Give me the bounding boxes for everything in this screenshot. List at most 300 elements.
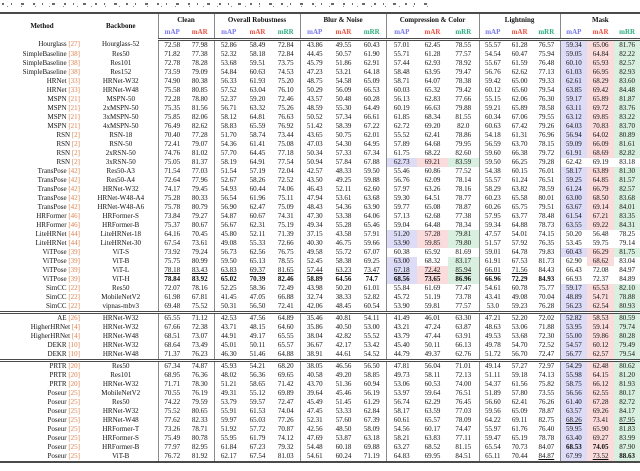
mask-mrr-cell: 83.18 xyxy=(619,158,635,166)
light-map-cell: 55.67 xyxy=(479,59,506,68)
table-row xyxy=(0,248,640,257)
method-name: SimpleBaseline xyxy=(22,50,69,58)
blur-mrr-cell: 64.95 xyxy=(363,140,380,148)
comp-mar-cell: 64.07 xyxy=(424,77,441,85)
light-map-cell: 58.29 xyxy=(479,185,506,194)
col-header-backbone: Backbone xyxy=(105,22,136,31)
table-row xyxy=(0,452,640,462)
overall-mar-cell: 58.18 xyxy=(249,50,266,58)
blur-mrr-cell: 59.50 xyxy=(363,167,380,175)
comp-map-cell: 54.56 xyxy=(386,425,417,434)
backbone-cell: 3xMSPN-50 xyxy=(103,113,139,121)
overall-mar-cell: 64.45 xyxy=(249,149,266,157)
clean-mar-cell: 76.19 xyxy=(191,389,208,397)
table-row xyxy=(0,77,640,86)
blur-map-cell: 44.45 xyxy=(300,50,329,59)
blur-mar-cell: 48.45 xyxy=(335,302,352,310)
comp-map-cell: 59.04 xyxy=(386,221,417,230)
comp-mrr-cell: 83.59 xyxy=(448,158,479,167)
mask-mrr-cell: 82.10 xyxy=(614,284,640,293)
mask-mar-cell: 66.79 xyxy=(587,185,614,194)
mask-mar-cell: 69.42 xyxy=(587,86,614,95)
comp-mrr-cell: 79.47 xyxy=(455,68,472,76)
comp-map-cell: 56.74 xyxy=(386,398,417,407)
metric-header-comp-mrr: mRR xyxy=(448,27,479,40)
citation-ref: [10] xyxy=(68,350,80,358)
overall-map-cell: 52.86 xyxy=(214,40,243,51)
comp-mrr-cell: 71.01 xyxy=(448,361,479,372)
light-mrr-cell: 78.87 xyxy=(538,407,555,415)
clean-mar-cell: 67.81 xyxy=(191,293,208,301)
comp-map-cell: 57.89 xyxy=(386,140,417,149)
blur-map-cell: 47.23 xyxy=(300,68,329,77)
overall-mar-cell: 51.46 xyxy=(249,350,266,358)
table-row xyxy=(0,50,640,59)
mask-mrr-cell: 82.57 xyxy=(614,185,640,194)
method-cell xyxy=(0,452,84,462)
backbone-cell: HRNet-W32 xyxy=(102,77,139,85)
mask-mrr-cell: 82.82 xyxy=(614,149,640,158)
light-mrr-cell: 75.94 xyxy=(538,50,555,58)
light-mar-cell: 65.75 xyxy=(511,203,528,211)
comp-mar-cell: 60.86 xyxy=(424,167,441,175)
overall-mar-cell: 63.32 xyxy=(249,104,266,112)
method-cell xyxy=(0,416,84,425)
blur-map-cell: 45.49 xyxy=(300,398,329,407)
overall-map-cell: 43.71 xyxy=(214,323,243,332)
metric-header-light-map: mAP xyxy=(479,27,506,40)
mask-mrr-cell: 87.90 xyxy=(614,443,640,452)
comp-map-cell: 55.52 xyxy=(386,131,417,140)
comp-mar-cell: 47.44 xyxy=(424,332,441,340)
comp-mrr-cell: 83.17 xyxy=(448,257,479,266)
comp-mrr-cell: 73.78 xyxy=(455,293,472,301)
light-map-cell: 51.72 xyxy=(479,350,506,361)
blur-mar-cell: 55.30 xyxy=(335,104,352,112)
blur-mar-cell: 50.48 xyxy=(335,95,352,103)
mask-mrr-cell: 81.87 xyxy=(614,95,640,104)
clean-map-cell: 75.37 xyxy=(158,221,186,230)
light-mrr-cell: 78.59 xyxy=(538,185,555,193)
clean-map-cell: 75.35 xyxy=(158,104,186,113)
comp-map-cell: 53.90 xyxy=(386,239,417,248)
overall-mrr-cell: 81.03 xyxy=(277,452,294,460)
blur-map-cell: 35.46 xyxy=(300,313,329,324)
clean-mar-cell: 79.07 xyxy=(191,140,208,148)
comp-mrr-cell: 63.91 xyxy=(455,332,472,340)
blur-mrr-cell: 66.61 xyxy=(363,113,380,121)
clean-mar-cell: 82.62 xyxy=(191,122,208,130)
citation-ref: [27] xyxy=(68,40,80,49)
mask-mrr-cell: 82.57 xyxy=(614,59,640,68)
comp-mar-cell: 62.68 xyxy=(424,212,441,220)
method-cell xyxy=(0,443,84,452)
light-mar-cell: 63.77 xyxy=(511,212,528,220)
overall-mar-cell: 61.79 xyxy=(249,434,266,442)
backbone-cell: RSN-50 xyxy=(109,140,133,148)
light-mrr-cell: 72.47 xyxy=(538,350,555,358)
clean-map-cell: 78.18 xyxy=(158,266,186,275)
comp-map-cell: 51.20 xyxy=(386,230,417,239)
mask-mrr-cell: 81.61 xyxy=(614,140,640,149)
mask-mar-cell: 62.48 xyxy=(587,361,614,372)
blur-mrr-cell: 54.52 xyxy=(363,350,380,358)
method-name: ViTPose xyxy=(42,275,69,283)
overall-mar-cell: 65.59 xyxy=(249,122,266,130)
mask-mrr-cell: 84.31 xyxy=(614,221,640,230)
citation-ref: [10] xyxy=(68,341,80,349)
clean-mar-cell: 80.79 xyxy=(191,203,208,211)
blur-map-cell: 43.70 xyxy=(300,380,329,389)
overall-map-cell: 41.45 xyxy=(214,293,243,302)
clean-mar-cell: 76.23 xyxy=(191,350,208,358)
comp-map-cell: 44.79 xyxy=(386,350,417,361)
light-mar-cell: 67.06 xyxy=(511,113,528,121)
light-mrr-cell: 78.73 xyxy=(538,221,555,229)
table-row xyxy=(0,389,640,398)
blur-map-cell: 38.91 xyxy=(300,350,329,361)
mask-mar-cell: 72.37 xyxy=(592,275,609,283)
mask-map-cell: 53.95 xyxy=(560,323,587,332)
citation-ref: [22] xyxy=(68,293,80,301)
comp-mrr-cell: 78.34 xyxy=(455,221,472,229)
mask-mar-cell: 59.75 xyxy=(592,239,609,247)
clean-mar-cell: 80.99 xyxy=(191,257,208,265)
comp-mrr-cell: 77.47 xyxy=(455,284,472,292)
blur-mrr-cell: 55.52 xyxy=(363,332,380,340)
overall-mrr-cell: 69.65 xyxy=(277,371,294,379)
light-map-cell: 64.22 xyxy=(479,416,506,425)
blur-mrr-cell: 59.66 xyxy=(363,239,380,247)
comp-map-cell: 53.90 xyxy=(386,302,417,313)
overall-map-cell: 54.93 xyxy=(214,185,243,194)
comp-map-cell: 62.73 xyxy=(386,158,417,167)
overall-mrr-cell: 72.46 xyxy=(277,95,294,103)
light-mrr-cell: 75.82 xyxy=(538,380,555,388)
overall-mar-cell: 60.44 xyxy=(249,185,266,193)
overall-mrr-cell: 75.26 xyxy=(277,104,294,112)
comp-mar-cell: 50.11 xyxy=(424,341,441,349)
light-mar-cell: 65.19 xyxy=(511,434,528,442)
method-cell xyxy=(0,212,84,221)
blur-map-cell: 42.56 xyxy=(300,425,329,434)
overall-mrr-cell: 72.49 xyxy=(277,284,294,292)
comp-map-cell: 63.27 xyxy=(386,443,417,452)
mask-mrr-cell: 83.99 xyxy=(614,434,640,443)
overall-mrr-cell: 72.47 xyxy=(277,398,294,406)
overall-mrr-cell: 72.04 xyxy=(277,167,294,175)
mask-mrr-cell: 79.54 xyxy=(614,350,640,361)
comp-mrr-cell: 78.09 xyxy=(455,416,472,424)
blur-mrr-cell: 53.42 xyxy=(363,341,380,349)
blur-mrr-cell: 60.28 xyxy=(363,95,380,103)
mask-mrr-cell: 81.93 xyxy=(614,380,640,389)
overall-map-cell: 65.02 xyxy=(214,275,243,284)
overall-mrr-cell: 72.84 xyxy=(277,41,294,49)
blur-mar-cell: 38.33 xyxy=(335,293,352,301)
metric-header-overall-mar: mAR xyxy=(243,27,272,40)
table-row xyxy=(0,86,640,95)
mask-mrr-cell: 81.57 xyxy=(614,176,640,185)
mask-mar-cell: 69.22 xyxy=(587,221,614,230)
mask-map-cell: 59.25 xyxy=(560,176,587,185)
overall-mrr-cell: 76.10 xyxy=(277,86,294,94)
blur-mar-cell: 46.75 xyxy=(335,239,352,247)
comp-mrr-cell: 77.57 xyxy=(455,50,472,58)
clean-mar-cell: 80.85 xyxy=(191,86,208,94)
comp-mrr-cell: 84.51 xyxy=(455,452,472,460)
blur-mrr-cell: 63.90 xyxy=(363,203,380,211)
overall-mar-cell: 52.11 xyxy=(249,230,266,238)
overall-mrr-cell: 79.32 xyxy=(277,443,294,451)
mask-map-cell: 59.95 xyxy=(560,425,587,434)
method-cell xyxy=(0,361,84,372)
group-header-clean: Clean xyxy=(158,13,214,27)
comp-mar-cell: 46.01 xyxy=(417,313,448,324)
comp-mrr-cell: 66.13 xyxy=(455,341,472,349)
light-map-cell: 56.60 xyxy=(479,398,506,407)
mask-mar-cell: 54.71 xyxy=(587,293,614,302)
citation-ref: [22] xyxy=(68,302,80,310)
blur-mar-cell: 48.33 xyxy=(335,167,352,175)
comp-mar-cell: 62.45 xyxy=(424,41,441,49)
comp-mrr-cell: 79.88 xyxy=(455,104,472,112)
mask-mar-cell: 66.09 xyxy=(587,140,614,149)
method-name: ViTPose xyxy=(42,266,69,274)
overall-mar-cell: 69.37 xyxy=(249,266,266,274)
overall-mar-cell: 58.36 xyxy=(249,284,266,292)
light-mar-cell: 65.89 xyxy=(511,104,528,112)
comp-map-cell: 58.48 xyxy=(386,68,417,77)
mask-mrr-cell: 81.30 xyxy=(614,167,640,176)
method-name: HRNet xyxy=(46,77,69,85)
overall-map-cell: 56.33 xyxy=(214,77,243,86)
blur-mrr-cell: 61.29 xyxy=(363,398,380,406)
comp-mar-cell: 65.57 xyxy=(424,416,441,424)
citation-ref: [39] xyxy=(68,275,80,283)
mask-mrr-cell: 83.68 xyxy=(614,194,640,203)
table-row xyxy=(0,407,640,416)
citation-ref: [39] xyxy=(68,266,80,274)
comp-map-cell: 61.85 xyxy=(386,113,417,122)
blur-mar-cell: 55.72 xyxy=(335,248,352,256)
overall-mar-cell: 59.51 xyxy=(249,59,266,67)
backbone-cell: ViT-H xyxy=(111,275,130,283)
comp-mar-cell: 69.95 xyxy=(424,452,441,460)
backbone-cell: Res50-A4 xyxy=(106,176,135,184)
overall-mar-cell: 63.04 xyxy=(249,86,266,94)
blur-mrr-cell: 74.7 xyxy=(365,275,378,283)
overall-map-cell: 52.37 xyxy=(214,95,243,104)
mask-map-cell: 58.17 xyxy=(560,167,587,176)
mask-mar-cell: 69.19 xyxy=(592,158,609,166)
overall-map-cell: 55.95 xyxy=(214,434,243,443)
method-name: HRFormer xyxy=(36,221,69,229)
table-row xyxy=(0,425,640,434)
citation-ref: [20] xyxy=(68,380,80,388)
light-mar-cell: 71.56 xyxy=(511,266,528,274)
backbone-cell: HRFormer-B xyxy=(102,443,140,451)
blur-mrr-cell: 58.85 xyxy=(363,371,380,379)
mask-mrr-cell: 80.93 xyxy=(614,302,640,313)
light-map-cell: 51.57 xyxy=(479,239,506,248)
comp-mrr-cell: 82.0 xyxy=(457,122,470,130)
light-mrr-cell: 84.07 xyxy=(538,443,555,451)
method-name: HigherHRNet xyxy=(30,323,72,331)
table-row xyxy=(0,221,640,230)
mask-map-cell: 56.23 xyxy=(560,302,587,313)
light-mrr-cell: 79.26 xyxy=(538,122,555,130)
backbone-cell: Res152 xyxy=(110,68,132,76)
light-mrr-cell: 76.57 xyxy=(538,41,555,49)
comp-mrr-cell: 74.47 xyxy=(455,425,472,433)
method-cell xyxy=(0,284,84,293)
mask-mrr-cell: 84.97 xyxy=(619,266,635,274)
comp-mar-cell: 51.19 xyxy=(424,293,441,301)
clean-map-cell: 67.66 xyxy=(158,323,186,332)
comp-mrr-cell: 78.14 xyxy=(455,176,472,184)
blur-map-cell: 32.74 xyxy=(300,293,329,302)
comp-map-cell: 45.40 xyxy=(386,341,417,350)
mask-map-cell: 53.45 xyxy=(560,239,587,248)
blur-mar-cell: 53.38 xyxy=(335,212,352,220)
overall-mar-cell: 65.13 xyxy=(249,257,266,265)
method-name: SimCC xyxy=(45,302,69,310)
group-header-blur: Blur & Noise xyxy=(300,13,386,27)
method-cell xyxy=(0,302,84,313)
method-name: PRTR xyxy=(49,362,69,370)
backbone-cell: HRNet-W32 xyxy=(102,323,139,331)
citation-ref: [20] xyxy=(68,371,80,379)
overall-mar-cell: 61.53 xyxy=(249,407,266,415)
clean-mar-cell: 83.43 xyxy=(191,266,208,274)
mask-mrr-cell: 80.62 xyxy=(614,361,640,372)
mask-map-cell: 59.17 xyxy=(560,95,587,104)
comp-map-cell: 56.76 xyxy=(386,176,417,185)
light-map-cell: 60.12 xyxy=(479,86,506,95)
overall-mrr-cell: 77.26 xyxy=(277,416,294,424)
overall-map-cell: 56.67 xyxy=(214,221,243,230)
comp-mrr-cell: 78.77 xyxy=(455,194,472,202)
mask-mar-cell: 65.93 xyxy=(587,59,614,68)
comp-map-cell: 56.13 xyxy=(386,95,417,104)
blur-map-cell: 52.31 xyxy=(300,416,329,425)
clean-map-cell: 68.95 xyxy=(158,371,186,380)
overall-map-cell: 56.71 xyxy=(214,104,243,113)
clean-mar-cell: 79.09 xyxy=(191,68,208,76)
blur-mar-cell: 57.33 xyxy=(335,149,352,157)
backbone-cell: HRNet-W32 xyxy=(102,407,139,415)
comp-map-cell: 59.30 xyxy=(386,194,417,203)
blur-map-cell: 47.69 xyxy=(300,434,329,443)
backbone-cell: Res50 xyxy=(112,284,130,292)
method-name: Poseur xyxy=(47,443,69,451)
comp-mar-cell: 62.93 xyxy=(424,59,441,67)
mask-mrr-cell: 81.75 xyxy=(614,248,640,257)
comp-mar-cell: 47.24 xyxy=(424,323,441,331)
blur-map-cell: 50.52 xyxy=(300,113,329,122)
light-mar-cell: 52.20 xyxy=(506,313,533,324)
overall-map-cell: 61.84 xyxy=(214,443,243,452)
mask-mrr-cell: 83.60 xyxy=(614,77,640,86)
mask-map-cell: 60.10 xyxy=(560,59,587,68)
blur-mrr-cell: 64.18 xyxy=(363,68,380,76)
mask-map-cell: 56.56 xyxy=(560,389,587,398)
light-mar-cell: 62.41 xyxy=(511,398,528,406)
overall-mrr-cell: 64.88 xyxy=(277,350,294,358)
blur-mar-cell: 53.33 xyxy=(335,407,352,415)
table-row xyxy=(0,341,640,350)
mask-mrr-cell: 87.95 xyxy=(614,416,640,425)
mask-mrr-cell: 80.28 xyxy=(614,332,640,341)
light-map-cell: 59.60 xyxy=(479,149,506,158)
method-cell xyxy=(0,104,84,113)
light-mar-cell: 62.62 xyxy=(511,68,528,76)
backbone-cell: HRNet-W48 xyxy=(102,86,139,94)
blur-mrr-cell: 73.47 xyxy=(363,266,380,274)
method-name: TransPose xyxy=(37,185,69,193)
table-row xyxy=(0,104,640,113)
overall-map-cell: 59.97 xyxy=(214,416,243,425)
blur-mar-cell: 42.82 xyxy=(335,332,352,340)
table-row xyxy=(0,239,640,248)
mask-map-cell: 63.11 xyxy=(560,104,587,113)
clean-mar-cell: 77.96 xyxy=(191,176,208,184)
blur-map-cell: 47.03 xyxy=(300,140,329,149)
method-cell xyxy=(0,122,84,131)
mask-mrr-cell: 82.22 xyxy=(614,50,640,59)
light-mrr-cell: 79.33 xyxy=(538,77,555,85)
clean-map-cell: 71.54 xyxy=(158,167,186,176)
comp-mrr-cell: 86.96 xyxy=(448,275,479,284)
light-map-cell: 48.63 xyxy=(479,323,506,332)
overall-map-cell: 56.73 xyxy=(214,248,243,257)
clean-mar-cell: 81.37 xyxy=(191,158,208,166)
light-map-cell: 54.37 xyxy=(479,380,506,389)
mask-mrr-cell: 84.17 xyxy=(614,407,640,416)
citation-ref: [42] xyxy=(68,194,80,202)
mask-mar-cell: 67.28 xyxy=(587,398,614,407)
overall-map-cell: 54.87 xyxy=(214,212,243,221)
clean-mar-cell: 83.92 xyxy=(191,275,208,283)
results-table xyxy=(0,12,640,463)
overall-map-cell: 52.32 xyxy=(214,50,243,59)
mask-map-cell: 55.98 xyxy=(560,371,587,380)
clean-mar-cell: 70.45 xyxy=(191,230,208,238)
clean-map-cell: 75.05 xyxy=(158,158,186,167)
method-cell xyxy=(0,176,84,185)
method-name: RSN xyxy=(56,140,72,148)
citation-ref: [38] xyxy=(68,50,80,58)
mask-map-cell: 67.99 xyxy=(560,452,587,462)
mask-mar-cell: 73.41 xyxy=(587,416,614,425)
clean-mar-cell: 71.12 xyxy=(186,313,214,324)
clean-mar-cell: 72.38 xyxy=(191,323,208,331)
blur-mrr-cell: 69.88 xyxy=(363,443,380,451)
light-mar-cell: 59.23 xyxy=(511,302,528,310)
clean-map-cell: 71.82 xyxy=(158,50,186,59)
citation-ref: [4] xyxy=(71,332,80,340)
mask-map-cell: 59.34 xyxy=(560,40,587,51)
table-row xyxy=(0,230,640,239)
light-mrr-cell: 79.54 xyxy=(538,86,555,94)
method-cell xyxy=(0,425,84,434)
method-cell xyxy=(0,68,84,77)
blur-mrr-cell: 60.43 xyxy=(363,41,380,49)
blur-mar-cell: 40.81 xyxy=(329,313,358,324)
blur-mrr-cell: 59.88 xyxy=(363,176,380,184)
method-name: Poseur xyxy=(47,434,69,442)
